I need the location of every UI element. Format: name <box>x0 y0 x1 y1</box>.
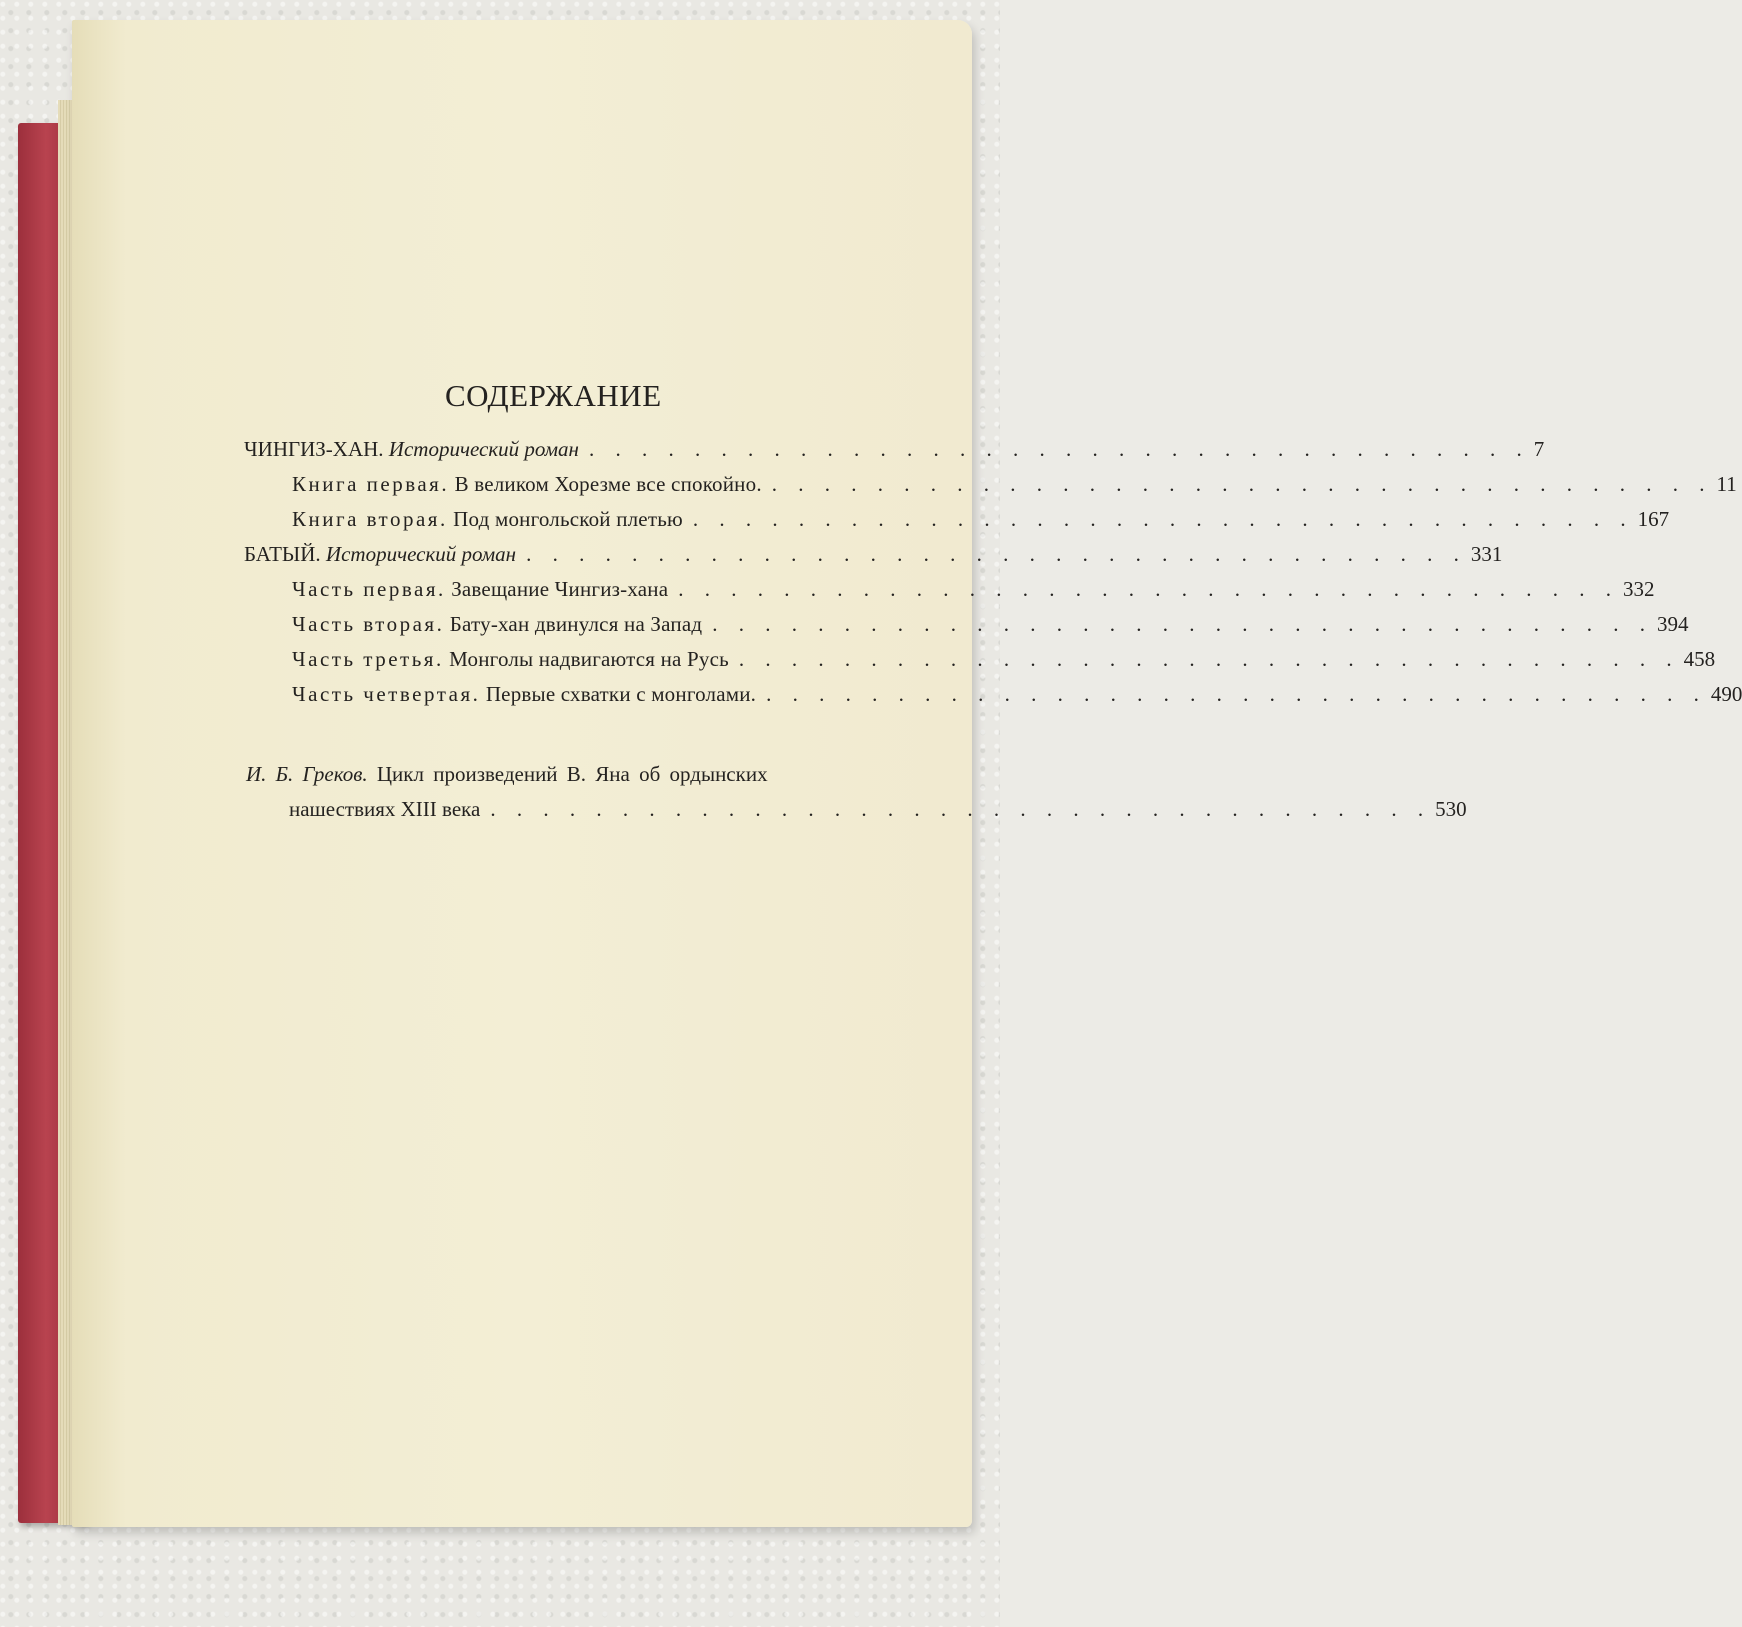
toc-heading: СОДЕРЖАНИЕ <box>445 378 662 413</box>
toc-entry-part-two[interactable] <box>292 612 1689 642</box>
leader-dots: . . . . . . . . . . . . . . . . . . . . . . . . . . . . . . . . . . . . <box>771 472 1713 496</box>
page-number: 332 <box>1623 577 1655 601</box>
page-number: 167 <box>1637 507 1670 531</box>
leader-dots: . . . . . . . . . . . . . . . . . . . . . . . . . . . . . . . . . . . . <box>526 542 1467 566</box>
page-number: 394 <box>1656 612 1689 636</box>
leader-dots: . . . . . . . . . . . . . . . . . . . . . . . . . . . . . . . . . . . . <box>692 507 1634 531</box>
toc-entry-part-three[interactable] <box>292 647 1716 677</box>
page-number: 458 <box>1683 647 1716 671</box>
entry-label: БАТЫЙ. Исторический роман <box>244 542 517 566</box>
toc-entry-book-one[interactable] <box>292 472 1737 502</box>
toc-entry-batyi[interactable] <box>244 542 1503 572</box>
entry-label: Часть первая. Завещание Чингиз-хана <box>292 577 669 601</box>
page-number: 530 <box>1435 797 1467 821</box>
entry-label: Книга вторая. Под монгольской плетью <box>292 507 683 531</box>
leader-dots: . . . . . . . . . . . . . . . . . . . . . . . . . . . . . . . . . . . . <box>678 577 1619 601</box>
entry-label: Часть третья. Монголы надвигаются на Русь <box>292 647 729 671</box>
page-number: 7 <box>1533 437 1545 461</box>
leader-dots: . . . . . . . . . . . . . . . . . . . . . . . . . . . . . . . . . . . . <box>766 682 1707 706</box>
entry-label: нашествиях XIII века <box>289 797 481 821</box>
page-number: 331 <box>1470 542 1503 566</box>
leader-dots: . . . . . . . . . . . . . . . . . . . . . . . . . . . . . . . . . . . . <box>738 647 1680 671</box>
entry-label: И. Б. Греков. Цикл произведений В. Яна об ордынских <box>246 762 768 786</box>
toc-entry-chingiz-khan[interactable] <box>244 437 1545 467</box>
entry-label: Книга первая. В великом Хорезме все спокойно. <box>292 472 762 496</box>
toc-entry-afterword-continued[interactable] <box>289 797 1467 827</box>
page-number: 11 <box>1716 472 1737 496</box>
entry-label: Часть четвертая. Первые схватки с монголами. <box>292 682 757 706</box>
page-number: 490 <box>1710 682 1742 706</box>
toc-entry-book-two[interactable] <box>292 507 1670 537</box>
toc-entry-part-one[interactable] <box>292 577 1655 607</box>
leader-dots: . . . . . . . . . . . . . . . . . . . . . . . . . . . . . . . . . . . . <box>588 437 1530 461</box>
entry-label: Часть вторая. Бату-хан двинулся на Запад <box>292 612 703 636</box>
entry-label: ЧИНГИЗ-ХАН. Исторический роман <box>244 437 579 461</box>
toc-entry-afterword[interactable] <box>246 762 836 792</box>
leader-dots: . . . . . . . . . . . . . . . . . . . . . . . . . . . . . . . . . . . . <box>490 797 1432 821</box>
toc-entry-part-four[interactable] <box>292 682 1742 712</box>
leader-dots: . . . . . . . . . . . . . . . . . . . . . . . . . . . . . . . . . . . . <box>712 612 1653 636</box>
